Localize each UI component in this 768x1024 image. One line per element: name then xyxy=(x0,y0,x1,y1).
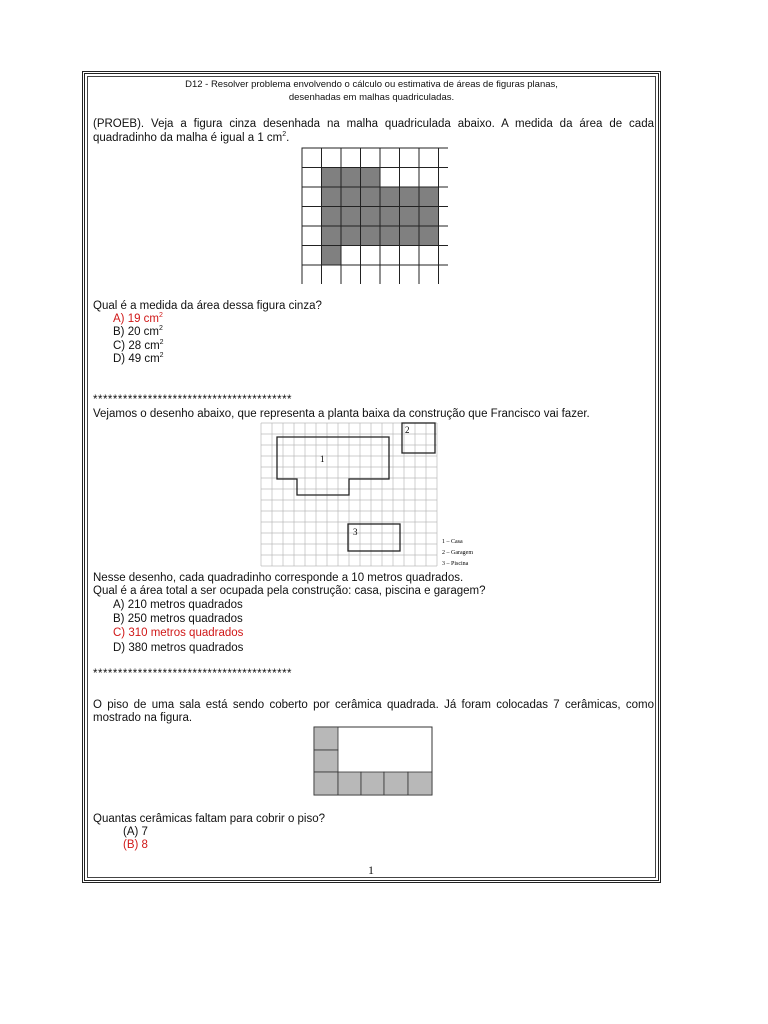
grid-cell xyxy=(419,265,439,284)
plan-label-3: 3 xyxy=(353,527,358,537)
grid-cell xyxy=(419,148,439,168)
grid-cell-filled xyxy=(341,187,361,207)
plan-legend-3: 3 – Piscina xyxy=(442,561,469,567)
tile xyxy=(361,772,384,795)
grid-cell xyxy=(380,246,400,266)
grid-cell xyxy=(302,246,322,266)
grid-cell-filled xyxy=(341,226,361,246)
grid-cell xyxy=(400,265,420,284)
grid-cell xyxy=(341,265,361,284)
q1-question: Qual é a medida da área dessa figura cinza? xyxy=(93,300,322,312)
grid-cell-filled xyxy=(380,207,400,227)
header-line-1: D12 - Resolver problema envolvendo o cálculo ou estimativa de áreas de figuras planas, xyxy=(185,79,558,90)
grid-cell-filled xyxy=(361,187,381,207)
grid-cell xyxy=(439,226,449,246)
plan-label-1: 1 xyxy=(320,454,325,464)
grid-cell-filled xyxy=(361,207,381,227)
plan-legend-2: 2 – Garagem xyxy=(442,550,473,556)
tile xyxy=(338,772,361,795)
tile xyxy=(314,772,338,795)
q1-intro-line-2: quadradinho da malha é igual a 1 $cm^2$. xyxy=(93,131,290,144)
grid-cell-filled xyxy=(380,187,400,207)
separator-1: **************************************** xyxy=(93,394,293,406)
tile xyxy=(314,750,338,772)
grid-cell xyxy=(302,207,322,227)
grid-cell xyxy=(439,246,449,266)
grid-cell-filled xyxy=(400,226,420,246)
q2-question: Qual é a área total a ser ocupada pela construção: casa, piscina e garagem? xyxy=(93,585,486,597)
grid-cell xyxy=(361,148,381,168)
page-number: 1 xyxy=(368,863,374,877)
grid-cell-filled xyxy=(341,168,361,188)
grid-cell-filled xyxy=(419,226,439,246)
grid-cell-filled xyxy=(419,207,439,227)
q1-option-a: A) 19 $cm^2$ xyxy=(113,312,163,325)
grid-cell xyxy=(380,168,400,188)
q2-option-a: A) 210 metros quadrados xyxy=(113,599,243,611)
grid-cell-filled xyxy=(322,168,342,188)
q3-intro-line-2: mostrado na figura. xyxy=(93,712,193,724)
grid-cell-filled xyxy=(322,246,342,266)
q3-floor-figure xyxy=(312,724,436,798)
grid-cell xyxy=(439,265,449,284)
grid-cell-filled xyxy=(380,226,400,246)
grid-cell xyxy=(400,246,420,266)
q1-option-b: B) 20 $cm^2$ xyxy=(113,325,163,338)
grid-cell xyxy=(380,265,400,284)
plan-label-2: 2 xyxy=(405,425,410,435)
plan-legend-1: 1 – Casa xyxy=(442,539,463,545)
separator-2: **************************************** xyxy=(93,668,293,680)
q3-question: Quantas cerâmicas faltam para cobrir o piso? xyxy=(93,813,326,825)
grid-cell-filled xyxy=(341,207,361,227)
q1-option-d: D) 49 $cm^2$ xyxy=(113,352,164,365)
grid-cell xyxy=(400,148,420,168)
tile xyxy=(408,772,432,795)
grid-cell-filled xyxy=(322,226,342,246)
grid-cell-filled xyxy=(322,207,342,227)
q2-note: Nesse desenho, cada quadradinho corresponde a 10 metros quadrados. xyxy=(93,572,464,584)
grid-cell xyxy=(302,168,322,188)
grid-cell xyxy=(419,168,439,188)
grid-cell xyxy=(439,187,449,207)
q3-option-a: (A) 7 xyxy=(123,826,148,838)
grid-cell-filled xyxy=(400,207,420,227)
q2-floor-plan xyxy=(258,420,504,570)
grid-cell xyxy=(439,148,449,168)
grid-cell-filled xyxy=(361,168,381,188)
header-line-2: desenhadas em malhas quadriculadas. xyxy=(288,92,455,103)
grid-cell xyxy=(380,148,400,168)
tile xyxy=(314,727,338,750)
grid-cell-filled xyxy=(322,187,342,207)
q3-option-b: (B) 8 xyxy=(123,839,148,851)
grid-cell xyxy=(341,148,361,168)
q3-intro-line-1: O piso de uma sala está sendo coberto por cerâmica quadrada. Já foram colocadas 7 cerâmicas, como xyxy=(93,699,654,711)
grid-cell xyxy=(439,207,449,227)
grid-cell xyxy=(361,246,381,266)
grid-cell-filled xyxy=(400,187,420,207)
q1-option-c: C) 28 $cm^2$ xyxy=(113,339,164,352)
grid-cell xyxy=(341,246,361,266)
grid-cell xyxy=(439,168,449,188)
grid-cell xyxy=(302,265,322,284)
grid-cell xyxy=(302,187,322,207)
grid-cell xyxy=(419,246,439,266)
q2-option-d: D) 380 metros quadrados xyxy=(113,642,244,654)
q2-option-c: C) 310 metros quadrados xyxy=(113,627,244,639)
grid-cell-filled xyxy=(361,226,381,246)
grid-cell xyxy=(361,265,381,284)
q1-intro-line-1: (PROEB). Veja a figura cinza desenhada na malha quadriculada abaixo. A medida da área de cada xyxy=(93,118,654,130)
tile xyxy=(384,772,408,795)
q2-option-b: B) 250 metros quadrados xyxy=(113,613,243,625)
grid-cell xyxy=(302,148,322,168)
grid-cell xyxy=(400,168,420,188)
grid-cell xyxy=(302,226,322,246)
q2-intro: Vejamos o desenho abaixo, que representa a planta baixa da construção que Francisco vai fazer. xyxy=(93,408,590,420)
grid-cell-filled xyxy=(419,187,439,207)
grid-cell xyxy=(322,148,342,168)
q1-grid-figure xyxy=(300,146,448,284)
grid-cell xyxy=(322,265,342,284)
